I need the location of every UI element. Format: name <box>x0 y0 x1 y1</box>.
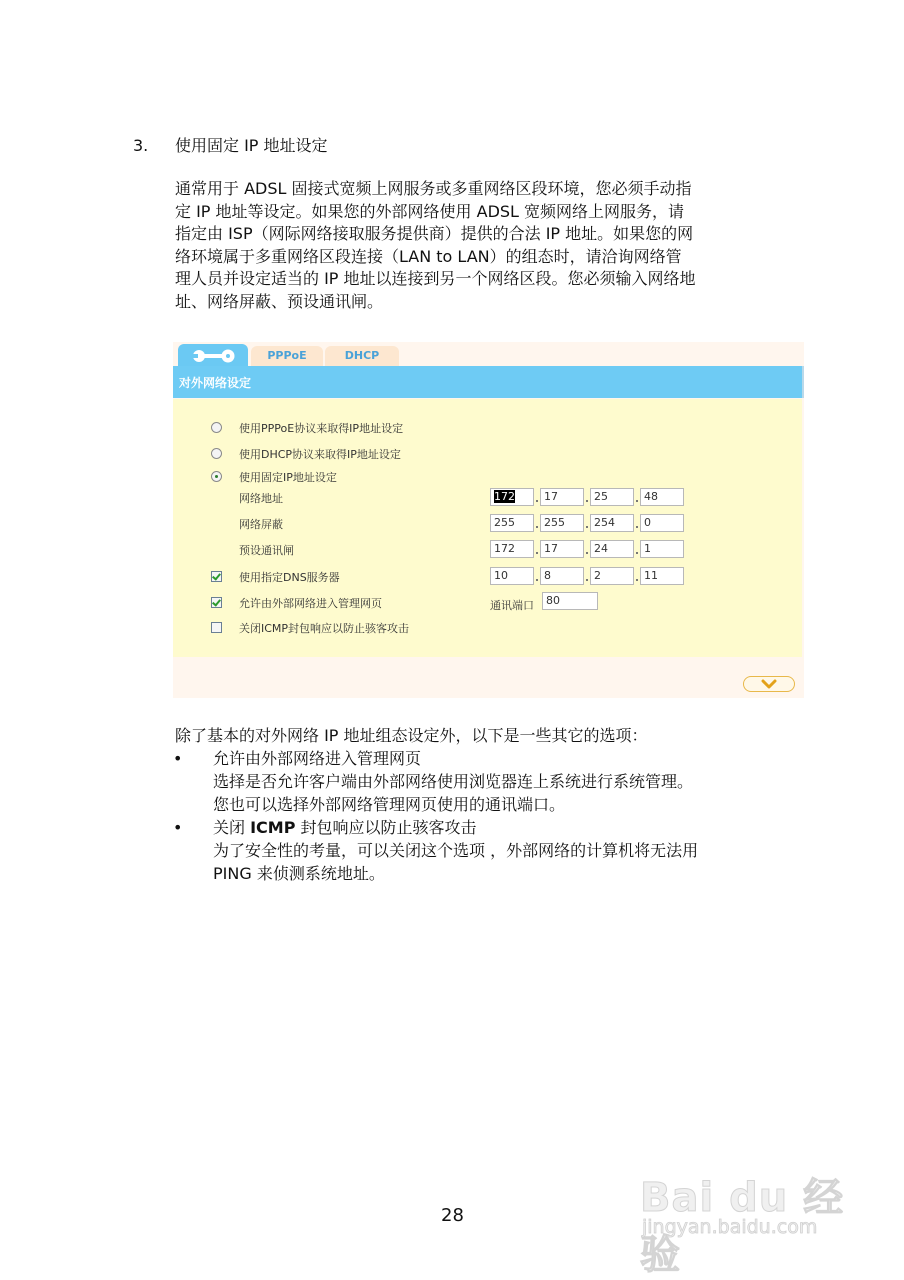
section-heading <box>133 133 328 156</box>
ip-address-label: 网络地址 <box>239 492 283 505</box>
netmask-label: 网络屏蔽 <box>239 518 283 531</box>
intro-line: 络环境属于多重网络区段连接（LAN to LAN）的组态时，请洽询网络管 <box>175 246 682 266</box>
gw-octet-4[interactable]: 1 <box>640 540 684 558</box>
tab-dhcp[interactable]: DHCP <box>325 346 399 366</box>
ip-octet-3[interactable]: 25 <box>590 488 634 506</box>
intro-paragraph <box>175 178 775 313</box>
radio-static[interactable] <box>211 471 222 482</box>
dns-octet-1[interactable]: 10 <box>490 567 534 585</box>
title-bold: ICMP <box>250 818 296 837</box>
option-remote-admin <box>175 747 795 816</box>
dns-octet-3[interactable]: 2 <box>590 567 634 585</box>
port-label: 通讯端口 <box>490 599 534 612</box>
options-section <box>175 724 795 885</box>
option-icmp <box>175 816 795 885</box>
section-number: 3. <box>133 136 149 155</box>
dns-checkbox[interactable] <box>211 571 222 582</box>
option-desc: PING 来侦测系统地址。 <box>213 864 385 883</box>
expand-button[interactable] <box>743 676 795 692</box>
gw-octet-3[interactable]: 24 <box>590 540 634 558</box>
option-title <box>175 816 795 839</box>
baidu-watermark <box>640 1148 860 1278</box>
mask-octet-3[interactable]: 254 <box>590 514 634 532</box>
bullet: • <box>173 818 183 837</box>
mask-octet-2[interactable]: 255 <box>540 514 584 532</box>
option-desc: 选择是否允许客户端由外部网络使用浏览器连上系统进行系统管理。 <box>213 772 694 791</box>
tab-pppoe[interactable]: PPPoE <box>251 346 323 366</box>
icmp-label: 关闭ICMP封包响应以防止骇客攻击 <box>239 622 410 635</box>
gateway-label: 预设通讯闸 <box>239 544 294 557</box>
mask-octet-1[interactable]: 255 <box>490 514 534 532</box>
port-input[interactable]: 80 <box>542 592 598 610</box>
option-desc: 您也可以选择外部网络管理网页使用的通讯端口。 <box>213 795 566 814</box>
radio-dhcp[interactable] <box>211 448 222 459</box>
option-title: 允许由外部网络进入管理网页 <box>213 749 422 768</box>
bullet: • <box>173 749 183 768</box>
radio-pppoe-label: 使用PPPoE协议来取得IP地址设定 <box>239 422 404 435</box>
intro-line: 通常用于 ADSL 固接式宽频上网服务或多重网络区段环境，您必须手动指 <box>175 179 692 198</box>
intro-line: 址、网络屏蔽、预设通讯闸。 <box>175 291 384 311</box>
section-title: 使用固定 IP 地址设定 <box>175 136 328 155</box>
ip-octet-2[interactable]: 17 <box>540 488 584 506</box>
intro-line: 定 IP 地址等设定。如果您的外部网络使用 ADSL 宽频网络上网服务，请 <box>175 201 685 221</box>
octet-value: 172 <box>494 490 515 503</box>
remote-admin-checkbox[interactable] <box>211 597 222 608</box>
intro-line: 理人员并设定适当的 IP 地址以连接到另一个网络区段。您必须输入网络地 <box>175 269 696 288</box>
wrench-icon <box>192 349 236 363</box>
radio-static-label: 使用固定IP地址设定 <box>239 471 337 484</box>
options-lead: 除了基本的对外网络 IP 地址组态设定外，以下是一些其它的选项： <box>175 726 648 745</box>
ip-octet-4[interactable]: 48 <box>640 488 684 506</box>
remote-admin-label: 允许由外部网络进入管理网页 <box>239 597 382 610</box>
intro-line: 指定由 ISP（网际网络接取服务提供商）提供的合法 IP 地址。如果您的网 <box>175 224 694 243</box>
gw-octet-2[interactable]: 17 <box>540 540 584 558</box>
panel-title-bar <box>173 366 804 398</box>
tab-settings[interactable] <box>178 344 248 366</box>
radio-pppoe[interactable] <box>211 422 222 433</box>
option-desc: 为了安全性的考量，可以关闭这个选项 ，外部网络的计算机将无法用 <box>213 841 699 860</box>
panel-content <box>173 399 802 657</box>
title-part: 封包响应以防止骇客攻击 <box>295 818 477 837</box>
icmp-checkbox[interactable] <box>211 622 222 633</box>
panel-title: 对外网络设定 <box>179 376 252 390</box>
ip-octet-1[interactable] <box>490 488 534 506</box>
mask-octet-4[interactable]: 0 <box>640 514 684 532</box>
dns-octet-4[interactable]: 11 <box>640 567 684 585</box>
watermark-logo: Bai du 经验 <box>640 1175 845 1278</box>
title-part: 关闭 <box>213 818 251 837</box>
dns-octet-2[interactable]: 8 <box>540 567 584 585</box>
gw-octet-1[interactable]: 172 <box>490 540 534 558</box>
radio-dhcp-label: 使用DHCP协议来取得IP地址设定 <box>239 448 401 461</box>
watermark-url: jingyan.baidu.com <box>642 1216 818 1238</box>
wan-settings-panel <box>173 342 804 698</box>
chevron-down-icon <box>761 679 777 689</box>
dns-label: 使用指定DNS服务器 <box>239 571 340 584</box>
page-number: 28 <box>441 1205 464 1226</box>
